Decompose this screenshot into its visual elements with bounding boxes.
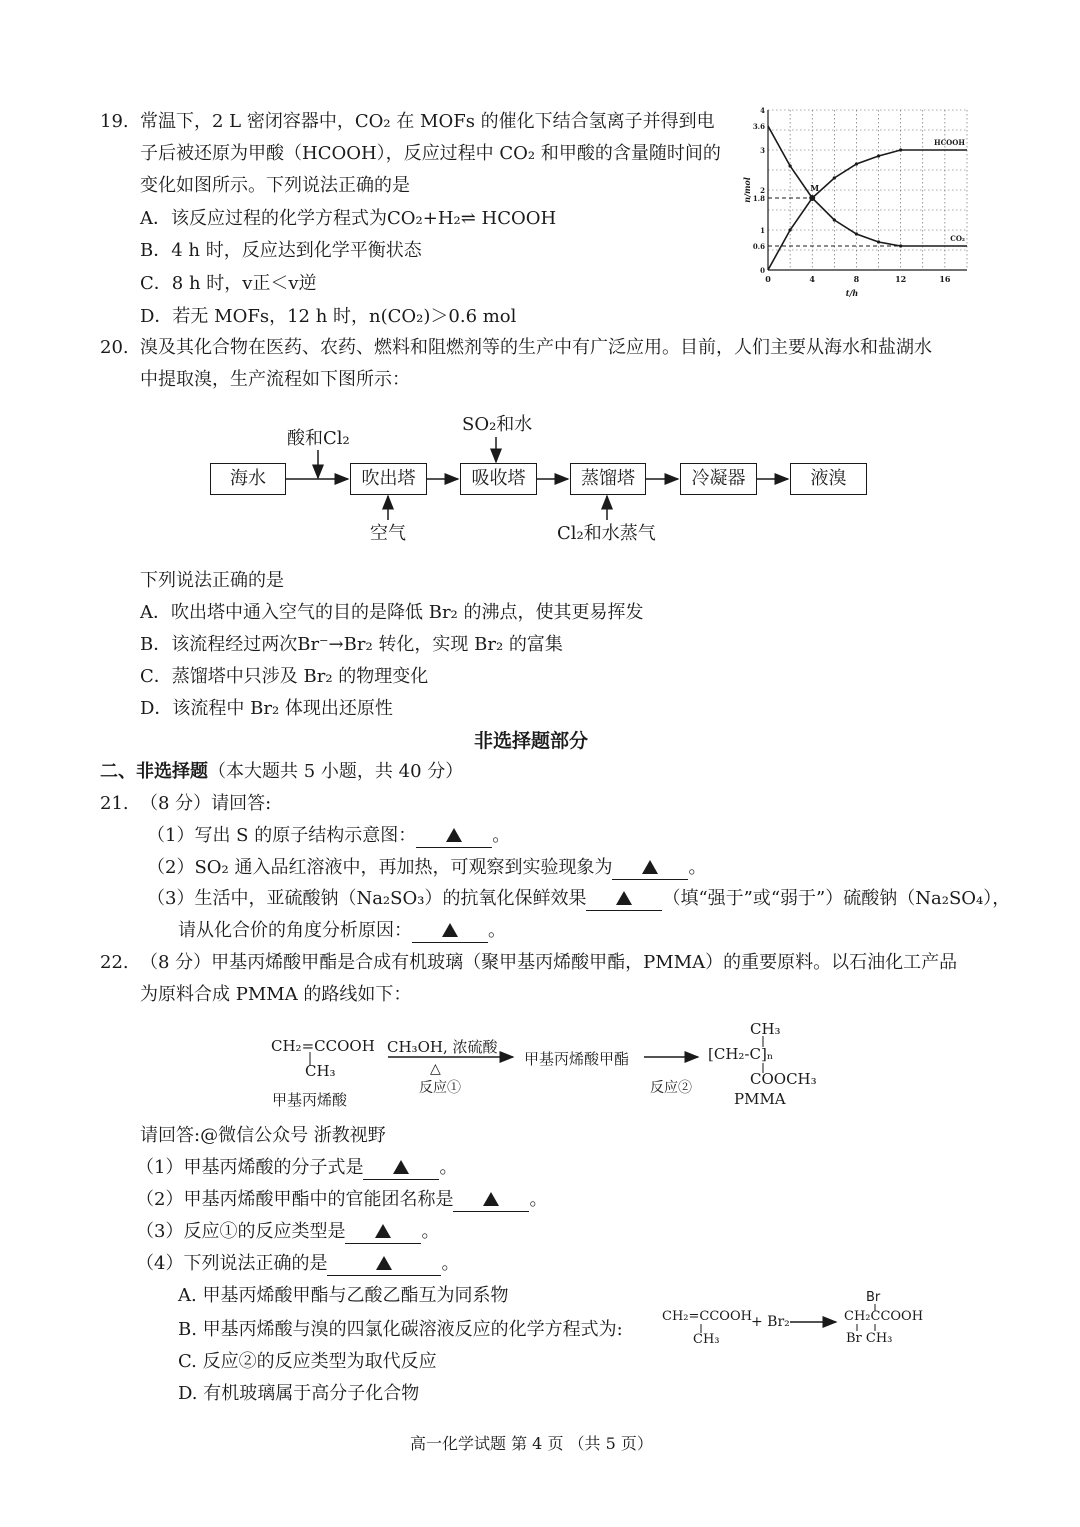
q22-part3: （3）反应①的反应类型是 。 bbox=[136, 1221, 440, 1242]
q22-option-b: B. 甲基丙烯酸与溴的四氯化碳溶液反应的化学方程式为: bbox=[178, 1319, 623, 1340]
q19-stem-line1: 常温下，2 L 密闭容器中，CO₂ 在 MOFs 的催化下结合氢离子并得到电 bbox=[140, 111, 715, 132]
section-heading: 二、非选择题 bbox=[100, 761, 208, 782]
flow-input-so2-water: SO₂和水 bbox=[462, 414, 533, 435]
q19-option-a: A．该反应过程的化学方程式为CO₂+H₂⇌ HCOOH bbox=[140, 208, 557, 229]
chart-series-label: CO₂ bbox=[950, 234, 965, 243]
q22-stem-line2: 为原料合成 PMMA 的路线如下： bbox=[140, 984, 412, 1005]
q20-option-b: B．该流程经过两次Br⁻→Br₂ 转化，实现 Br₂ 的富集 bbox=[140, 634, 563, 655]
page-footer: 高一化学试题 第 4 页 （共 5 页） bbox=[410, 1434, 653, 1453]
chart-y-axis-label: n/mol bbox=[742, 177, 752, 203]
scheme-polymer-methyl: CH₃ bbox=[750, 1020, 781, 1038]
flow-box-condenser: 冷凝器 bbox=[680, 463, 757, 495]
eq-right-main: CH₂CCOOH bbox=[844, 1309, 924, 1324]
q19-stem-line3: 变化如图所示。下列说法正确的是 bbox=[140, 175, 410, 196]
q22-option-d: D. 有机玻璃属于高分子化合物 bbox=[178, 1383, 420, 1404]
chart-x-tick-label: 0 bbox=[765, 274, 771, 284]
chart-point-m-label: M bbox=[810, 183, 820, 193]
chart-x-tick-label: 12 bbox=[895, 274, 907, 284]
q20-number: 20. bbox=[100, 337, 129, 358]
q22-stem-line1: （8 分）甲基丙烯酸甲酯是合成有机玻璃（聚甲基丙烯酸甲酯，PMMA）的重要原料。以石油化工产品 bbox=[140, 952, 958, 973]
chart-x-axis-label: t/h bbox=[845, 288, 859, 298]
chart-y-tick-label: 2 bbox=[760, 186, 765, 195]
q20-option-c: C．蒸馏塔中只涉及 Br₂ 的物理变化 bbox=[140, 666, 429, 687]
q20-option-a: A．吹出塔中通入空气的目的是降低 Br₂ 的沸点，使其更易挥发 bbox=[140, 602, 644, 623]
q20-prompt: 下列说法正确的是 bbox=[140, 570, 284, 591]
q22-option-a: A. 甲基丙烯酸甲酯与乙酸乙酯互为同系物 bbox=[178, 1285, 509, 1306]
scheme-reaction2: 反应② bbox=[650, 1080, 692, 1096]
flow-box-seawater: 海水 bbox=[210, 463, 286, 495]
flow-box-blow-tower: 吹出塔 bbox=[350, 463, 427, 495]
chart-series-label: HCOOH bbox=[934, 138, 965, 147]
q22-number: 22. bbox=[100, 952, 129, 973]
q22-part2: （2）甲基丙烯酸甲酯中的官能团名称是 。 bbox=[136, 1189, 548, 1210]
q21-part3: （3）生活中，亚硫酸钠（Na₂SO₃）的抗氧化保鲜效果 （填“强于”或“弱于”）硫酸钠（Na₂SO₄）， bbox=[147, 888, 1011, 909]
flow-input-cl2-steam: Cl₂和水蒸气 bbox=[557, 523, 656, 544]
section-title: 非选择题部分 bbox=[474, 730, 589, 752]
chart-y-tick-label: 1 bbox=[760, 226, 765, 235]
scheme-reactant: CH₂=CCOOH bbox=[271, 1037, 375, 1055]
q22-watermark-line: 请回答:@微信公众号 浙教视野 bbox=[140, 1125, 386, 1146]
q19-option-b: B．4 h 时，反应达到化学平衡状态 bbox=[140, 240, 422, 261]
scheme-reaction1: 反应① bbox=[419, 1080, 461, 1096]
chart-y-tick-label: 0.6 bbox=[752, 242, 765, 251]
eq-plus-bromine: + Br₂ bbox=[751, 1314, 790, 1330]
q21-intro: （8 分）请回答: bbox=[140, 793, 272, 814]
scheme-reactant-methyl: CH₃ bbox=[305, 1062, 336, 1080]
q19-stem-line2: 子后被还原为甲酸（HCOOH），反应过程中 CO₂ 和甲酸的含量随时间的 bbox=[140, 143, 721, 164]
q19-option-c: C．8 h 时，v正＜v逆 bbox=[140, 273, 317, 294]
chart-y-tick-label: 3.6 bbox=[752, 122, 765, 131]
scheme-heat-symbol: △ bbox=[430, 1061, 441, 1077]
scheme-reactant-name: 甲基丙烯酸 bbox=[272, 1091, 348, 1109]
eq-left-methyl: CH₃ bbox=[693, 1332, 720, 1347]
chart-y-tick-label: 4 bbox=[760, 106, 765, 115]
flow-box-absorb-tower: 吸收塔 bbox=[460, 463, 537, 495]
q19-number: 19. bbox=[100, 111, 129, 132]
chart-y-tick-label: 1.8 bbox=[752, 194, 765, 203]
scheme-polymer-chain: [CH₂-C]ₙ bbox=[708, 1045, 774, 1063]
q21-part1: （1）写出 S 的原子结构示意图： 。 bbox=[147, 825, 511, 846]
q19-option-d: D．若无 MOFs，12 h 时，n(CO₂)＞0.6 mol bbox=[140, 306, 517, 327]
flow-input-acid-cl2: 酸和Cl₂ bbox=[287, 428, 350, 449]
chart-y-tick-label: 0 bbox=[760, 266, 765, 275]
scheme-polymer-name: PMMA bbox=[734, 1090, 786, 1108]
eq-left-acid: CH₂=CCOOH bbox=[662, 1309, 752, 1324]
q21-part2: （2）SO₂ 通入品红溶液中，再加热，可观察到实验现象为 。 bbox=[147, 857, 707, 878]
q20-stem-line2: 中提取溴，生产流程如下图所示： bbox=[140, 369, 410, 390]
flow-input-air: 空气 bbox=[370, 523, 406, 544]
q20-option-d: D．该流程中 Br₂ 体现出还原性 bbox=[140, 698, 393, 719]
q22-option-c: C. 反应②的反应类型为取代反应 bbox=[178, 1351, 437, 1372]
eq-right-br-top: Br bbox=[866, 1290, 881, 1305]
scheme-polymer-ester: COOCH₃ bbox=[750, 1070, 817, 1088]
scheme-condition1: CH₃OH, 浓硫酸 bbox=[387, 1038, 498, 1056]
chart-x-tick-label: 16 bbox=[939, 274, 951, 284]
scheme-intermediate: 甲基丙烯酸甲酯 bbox=[524, 1050, 630, 1068]
q21-part3-reason: 请从化合价的角度分析原因： 。 bbox=[178, 920, 506, 941]
q22-part1: （1）甲基丙烯酸的分子式是 。 bbox=[136, 1157, 458, 1178]
flow-box-liquid-bromine: 液溴 bbox=[790, 463, 867, 495]
q22-part4: （4）下列说法正确的是 。 bbox=[136, 1253, 460, 1274]
chart-y-tick-label: 3 bbox=[760, 146, 765, 155]
eq-right-bottom: Br CH₃ bbox=[846, 1331, 893, 1346]
q20-stem-line1: 溴及其化合物在医药、农药、燃料和阻燃剂等的生产中有广泛应用。目前，人们主要从海水和盐湖水 bbox=[140, 337, 932, 358]
section-heading-note: （本大题共 5 小题，共 40 分） bbox=[208, 761, 464, 782]
chart-x-tick-label: 4 bbox=[809, 274, 816, 284]
chart-x-tick-label: 8 bbox=[853, 274, 860, 284]
q21-number: 21. bbox=[100, 793, 129, 814]
flow-box-distill-tower: 蒸馏塔 bbox=[570, 463, 646, 495]
